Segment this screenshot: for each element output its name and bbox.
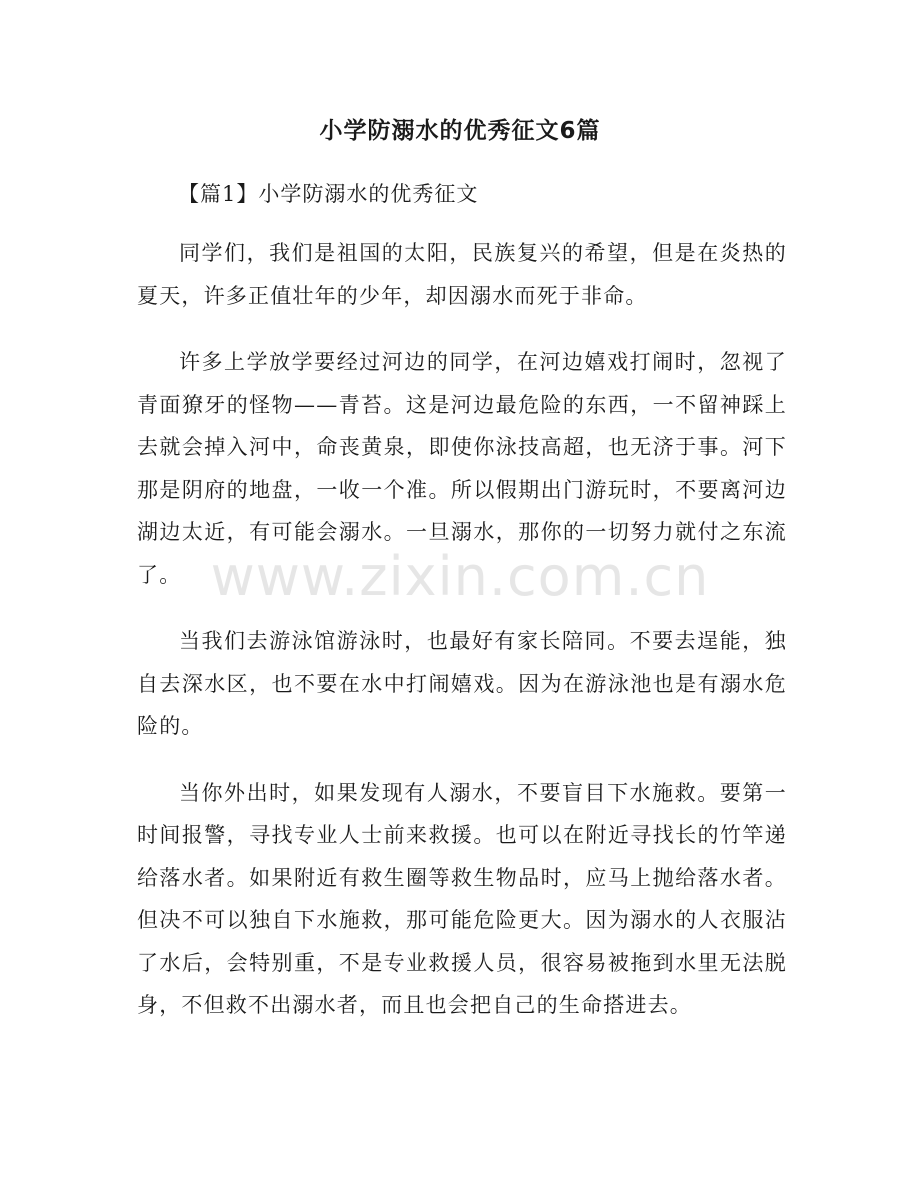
document-title: 小学防溺水的优秀征文6篇 — [319, 118, 601, 144]
paragraph: 当你外出时，如果发现有人溺水，不要盲目下水施救。要第一时间报警，寻找专业人士前来救援。也可以在附近寻找长的竹竿递给落水者。如果附近有救生圈等救生物品时，应马上抛给落水者。但决不可以独自下水施救，那可能危险更大。因为溺水的人衣服沾了水后，会特别重，不是专业救援人员，很容易被拖到水里无法脱身，不但救不出溺水者，而且也会把自己的生命搭进去。 — [137, 780, 787, 1017]
paragraph: 当我们去游泳馆游泳时，也最好有家长陪同。不要去逞能，独自去深水区，也不要在水中打闹嬉戏。因为在游泳池也是有溺水危险的。 — [137, 629, 787, 738]
paragraph: 许多上学放学要经过河边的同学，在河边嬉戏打闹时，忽视了青面獠牙的怪物——青苔。这是河边最危险的东西，一不留神踩上去就会掉入河中，命丧黄泉，即使你泳技高超，也无济于事。河下那是阴府的地盘，一收一个准。所以假期出门游玩时，不要离河边湖边太近，有可能会溺水。一旦溺水，那你的一切努力就付之东流了。 — [137, 350, 787, 587]
document-body — [137, 232, 787, 1051]
paragraph: 同学们，我们是祖国的太阳，民族复兴的希望，但是在炎热的夏天，许多正值壮年的少年，却因溺水而死于非命。 — [137, 241, 787, 308]
section-heading: 【篇1】小学防溺水的优秀征文 — [178, 182, 479, 206]
watermark: www.zixin.com.cn — [210, 545, 710, 608]
